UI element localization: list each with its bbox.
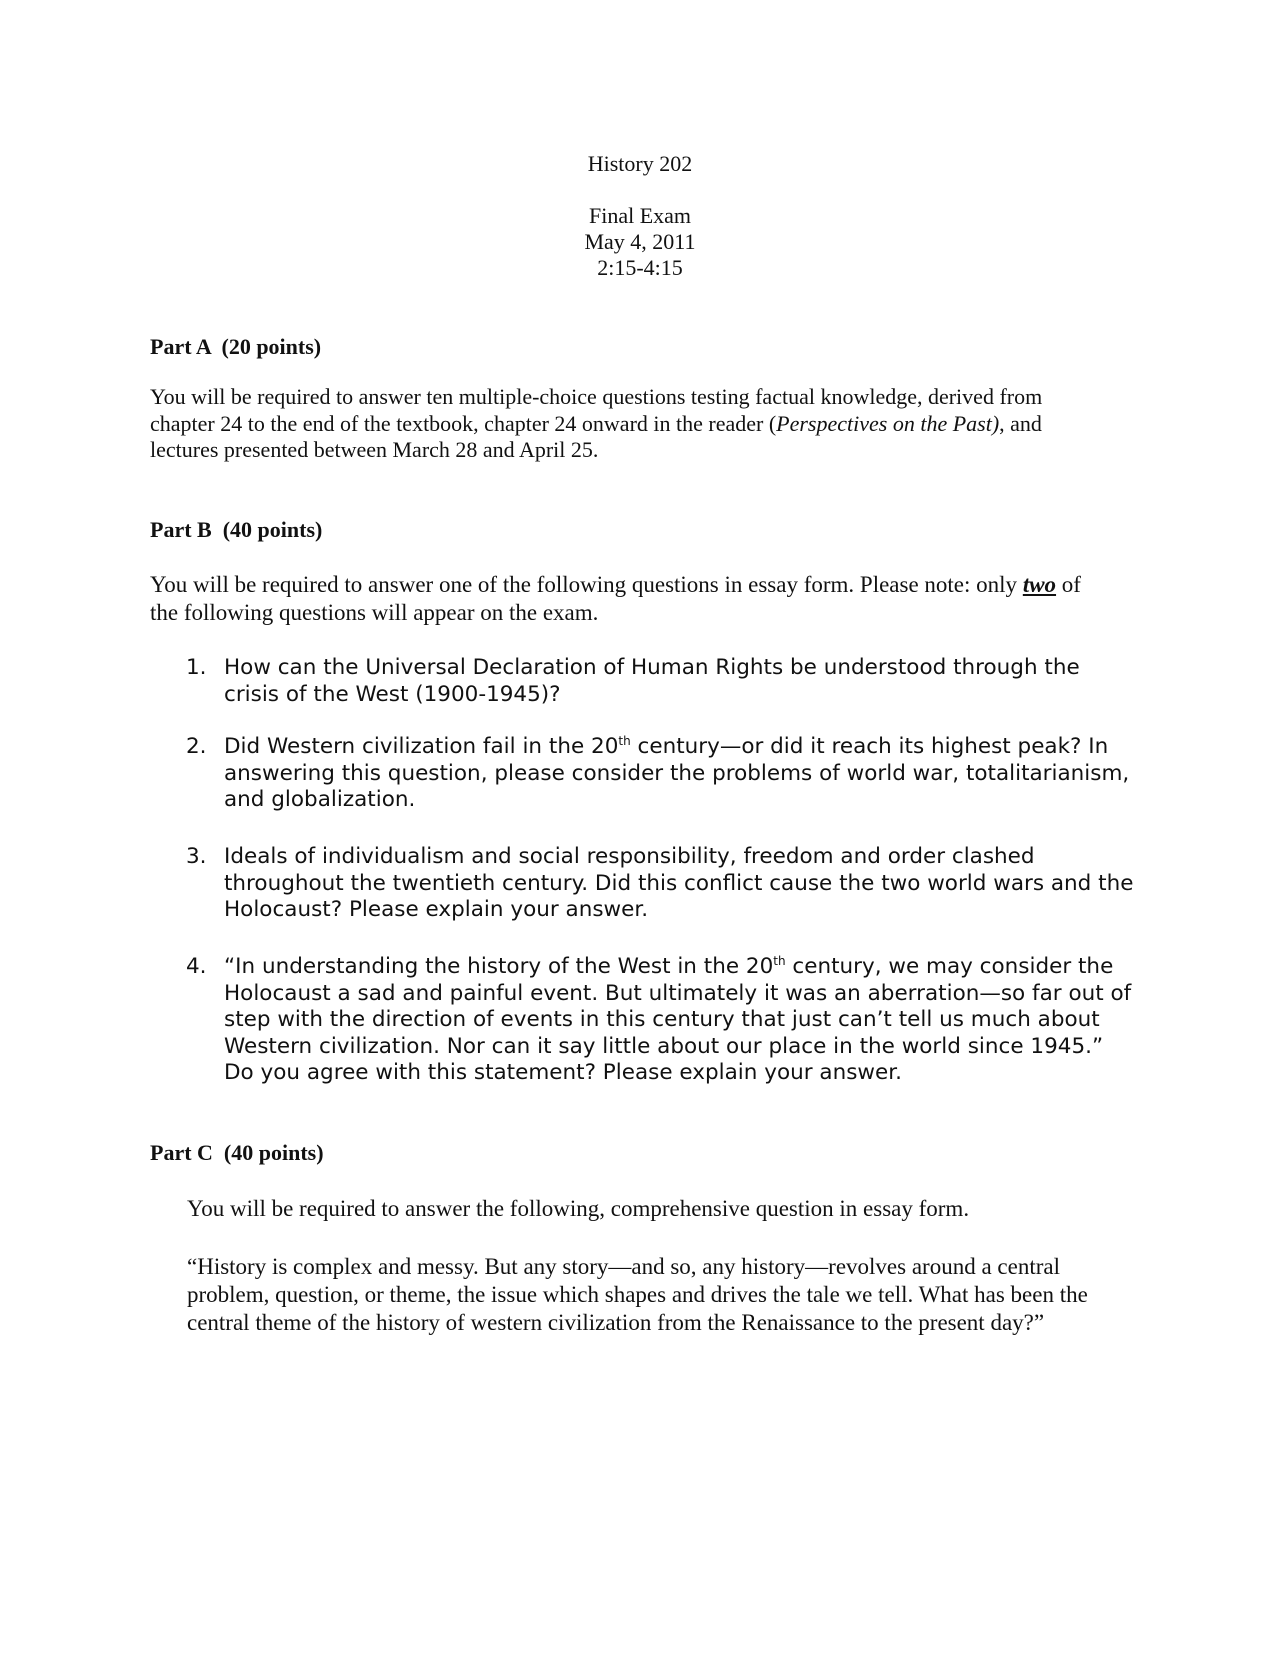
question-item-4 <box>186 954 1136 1087</box>
question-number-3: 3. <box>186 844 207 869</box>
part-c-heading: Part C (40 points) <box>150 1140 324 1165</box>
part-c-intro: You will be required to answer the following, comprehensive question in essay form. <box>187 1196 970 1221</box>
part-b-intro-after: of the following questions will appear on the exam. <box>150 572 1081 625</box>
question-number-1: 1. <box>186 655 207 680</box>
part-b-emphasis: two <box>1022 572 1057 597</box>
part-a-description <box>150 384 1090 464</box>
course-title: History 202 <box>587 151 693 176</box>
question-number-4: 4. <box>186 954 207 979</box>
part-a-reader-title: Perspectives on the Past) <box>776 410 1000 436</box>
exam-title: Final Exam <box>588 203 692 228</box>
question-2-superscript: th <box>618 734 631 748</box>
question-item-3 <box>186 844 1136 924</box>
part-b-intro <box>150 571 1110 627</box>
question-item-2 <box>186 734 1136 814</box>
question-4-text-after: century, we may consider the Holocaust a sad and painful event. But ultimately it was an aberration—so far out of step with the direction of events in this century that just can’t tell us much about Western civilization. Nor can it say little about our place in the world since 1945.” Do you agree with this statement? Please explain your answer. <box>224 954 1132 1085</box>
part-b-intro-before: You will be required to answer one of the following questions in essay form. Please note: only <box>150 572 1023 597</box>
question-text-3: Ideals of individualism and social responsibility, freedom and order clashed throughout the twentieth century. Did this conflict cause the two world wars and the Holocaust? Please explain your answer. <box>224 844 1134 922</box>
part-c-quote: “History is complex and messy. But any story—and so, any history—revolves around a central problem, question, or theme, the issue which shapes and drives the tale we tell. What has been the central theme of the history of western civilization from the Renaissance to the present day?” <box>187 1254 1088 1335</box>
part-a-text-after: , and lectures presented between March 28 and April 25. <box>150 410 1042 462</box>
question-number-2: 2. <box>186 734 207 759</box>
question-2-text-before: Did Western civilization fail in the 20 <box>224 734 619 759</box>
part-a-text-before: You will be required to answer ten multiple-choice questions testing factual knowledge, derived from chapter 24 to the end of the textbook, chapter 24 onward in the reader ( <box>150 384 1043 436</box>
question-text-4 <box>224 954 1136 1087</box>
question-text-2 <box>224 734 1136 814</box>
part-b-heading: Part B (40 points) <box>150 517 323 542</box>
exam-time: 2:15-4:15 <box>597 255 683 280</box>
question-text-1: How can the Universal Declaration of Human Rights be understood through the crisis of the West (1900-1945)? <box>224 655 1080 707</box>
part-a-heading: Part A (20 points) <box>150 334 322 359</box>
question-2-text-after: century—or did it reach its highest peak? In answering this question, please consider the problems of world war, totalitarianism, and globalization. <box>224 734 1130 812</box>
question-4-superscript: th <box>773 954 786 968</box>
question-item-1 <box>186 655 1136 708</box>
exam-date: May 4, 2011 <box>584 229 696 254</box>
question-4-text-before: “In understanding the history of the West in the 20 <box>224 954 774 979</box>
